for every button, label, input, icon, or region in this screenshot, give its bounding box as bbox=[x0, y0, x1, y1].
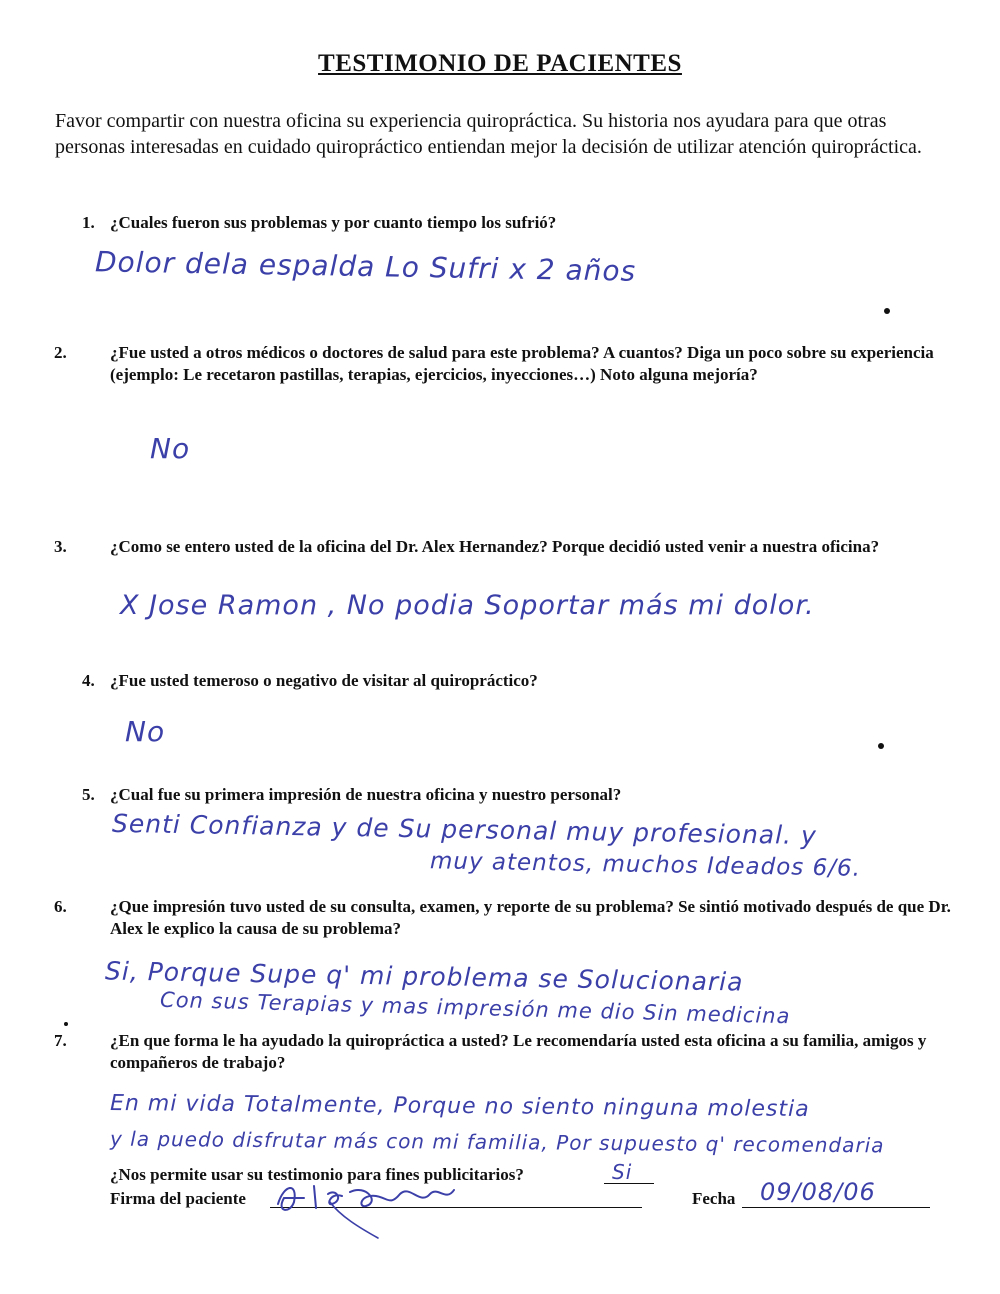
question-5 bbox=[82, 784, 937, 806]
answer-4: No bbox=[125, 715, 166, 748]
permission-question: ¿Nos permite usar su testimonio para fines publicitarios? bbox=[110, 1165, 524, 1184]
answer-5-line-1: Senti Confianza y de Su personal muy profesional. y bbox=[111, 808, 818, 851]
permission-answer: Si bbox=[612, 1160, 633, 1184]
question-1 bbox=[82, 212, 937, 234]
answer-3: X Jose Ramon , No podia Soportar más mi dolor. bbox=[120, 590, 815, 621]
stray-mark bbox=[884, 308, 890, 314]
answer-6-line-1: Si, Porque Supe q' mi problema se Solucionaria bbox=[104, 956, 744, 997]
question-3 bbox=[54, 536, 965, 558]
question-text: ¿Fue usted a otros médicos o doctores de salud para este problema? A cuantos? Diga un poco sobre su experiencia (ejemplo: Le recetaron pastillas, terapias, ejercicios, inyecciones…) Noto alguna mejoría? bbox=[110, 343, 934, 384]
answer-5-line-2: muy atentos, muchos Ideados 6/6. bbox=[429, 848, 862, 882]
question-text: ¿Cual fue su primera impresión de nuestra oficina y nuestro personal? bbox=[110, 785, 622, 804]
date-line bbox=[742, 1207, 930, 1208]
stray-mark bbox=[64, 1022, 68, 1026]
answer-2: No bbox=[150, 432, 191, 465]
question-text: ¿Cuales fueron sus problemas y por cuanto tiempo los sufrió? bbox=[110, 213, 557, 232]
question-text: ¿Que impresión tuvo usted de su consulta, examen, y reporte de su problema? Se sintió motivado después de que Dr. Alex le explico la causa de su problema? bbox=[110, 897, 951, 938]
stray-mark bbox=[878, 743, 884, 749]
question-text: ¿Como se entero usted de la oficina del Dr. Alex Hernandez? Porque decidió usted venir a nuestra oficina? bbox=[110, 537, 880, 556]
answer-6-line-2: Con sus Terapias y mas impresión me dio Sin medicina bbox=[159, 987, 791, 1029]
question-number: 3. bbox=[54, 537, 67, 556]
question-number: 5. bbox=[82, 785, 95, 804]
signature-label: Firma del paciente bbox=[110, 1189, 246, 1208]
answer-7-line-1: En mi vida Totalmente, Porque no siento ninguna molestia bbox=[109, 1090, 810, 1123]
question-text: ¿Fue usted temeroso o negativo de visitar al quiropráctico? bbox=[110, 671, 538, 690]
answer-1: Dolor dela espalda Lo Sufri x 2 años bbox=[94, 245, 637, 288]
question-number: 2. bbox=[54, 343, 67, 362]
question-text: ¿En que forma le ha ayudado la quiropráctica a usted? Le recomendaría usted esta oficina a su familia, amigos y compañeros de trabajo? bbox=[110, 1031, 927, 1072]
question-number: 7. bbox=[54, 1031, 67, 1050]
question-number: 4. bbox=[82, 671, 95, 690]
patient-signature bbox=[270, 1172, 470, 1242]
question-2 bbox=[54, 342, 965, 386]
intro-paragraph: Favor compartir con nuestra oficina su experiencia quiropráctica. Su historia nos ayudara para que otras personas interesadas en cuidado quiropráctico entiendan mejor la decisión de utilizar atención quiropráctica. bbox=[55, 110, 922, 158]
question-6 bbox=[54, 896, 965, 940]
date-value: 09/08/06 bbox=[760, 1178, 876, 1206]
date-label: Fecha bbox=[692, 1189, 736, 1208]
question-number: 6. bbox=[54, 897, 67, 916]
question-4 bbox=[82, 670, 937, 692]
form-title: TESTIMONIO DE PACIENTES bbox=[318, 50, 682, 77]
answer-7-line-2: y la puedo disfrutar más con mi familia, Por supuesto q' recomendaria bbox=[109, 1126, 885, 1158]
question-7 bbox=[54, 1030, 965, 1074]
question-number: 1. bbox=[82, 213, 95, 232]
